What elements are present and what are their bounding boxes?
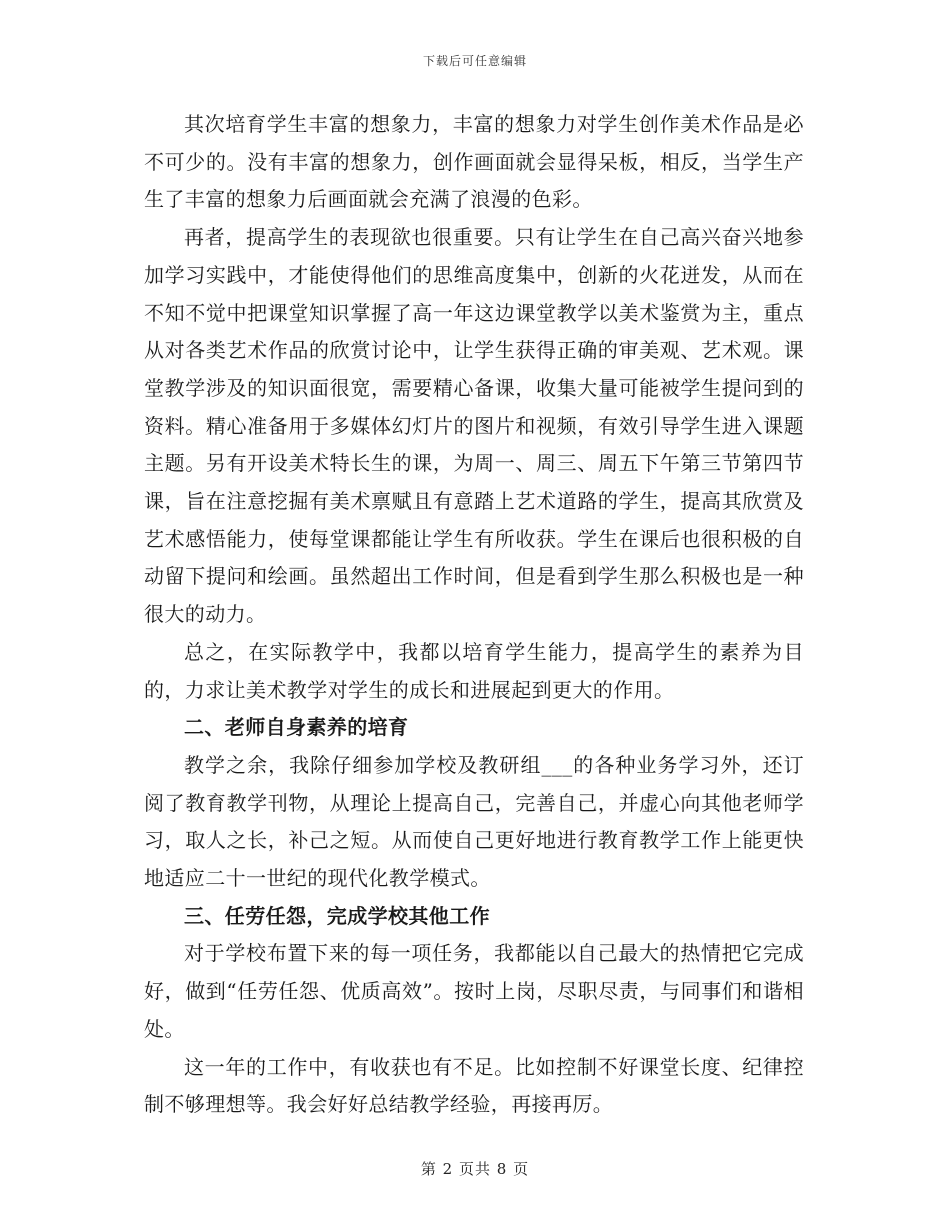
page-header: 下载后可任意编辑 bbox=[422, 54, 527, 68]
body-paragraph-summary: 总之，在实际教学中，我都以培育学生能力，提高学生的素养为目的，力求让美术教学对学生的成长和进展起到更大的作用。 bbox=[144, 639, 804, 702]
body-paragraph-reflection: 这一年的工作中，有收获也有不足。比如控制不好课堂长度、纪律控制不够理想等。我会好好总结教学经验，再接再厉。 bbox=[144, 1054, 804, 1117]
page-footer: 第 2 页共 8 页 bbox=[420, 1160, 530, 1178]
body-paragraph-teacher-development: 教学之余，我除仔细参加学校及教研组___的各种业务学习外，还订阅了教育教学刊物，从理论上提高自己，完善自己，并虚心向其他老师学习，取人之长，补己之短。从而使自己更好地进行教育教学工作上能更快地适应二十一世纪的现代化教学模式。 bbox=[144, 752, 804, 891]
body-paragraph-imagination: 其次培育学生丰富的想象力，丰富的想象力对学生创作美术作品是必不可少的。没有丰富的想象力，创作画面就会显得呆板，相反，当学生产生了丰富的想象力后画面就会充满了浪漫的色彩。 bbox=[144, 112, 804, 212]
body-paragraph-expression: 再者，提高学生的表现欲也很重要。只有让学生在自己高兴奋兴地参加学习实践中，才能使得他们的思维高度集中，创新的火花迸发，从而在不知不觉中把课堂知识掌握了高一年这边课堂教学以美术鉴赏为主，重点从对各类艺术作品的欣赏讨论中，让学生获得正确的审美观、艺术观。课堂教学涉及的知识面很宽，需要精心备课，收集大量可能被学生提问到的资料。精心准备用于多媒体幻灯片的图片和视频，有效引导学生进入课题主题。另有开设美术特长生的课，为周一、周三、周五下午第三节第四节课，旨在注意挖掘有美术禀赋且有意踏上艺术道路的学生，提高其欣赏及艺术感悟能力，使每堂课都能让学生有所收获。学生在课后也很积极的自动留下提问和绘画。虽然超出工作时间，但是看到学生那么积极也是一种很大的动力。 bbox=[144, 225, 804, 627]
section-heading-teacher-development: 二、老师自身素养的培育 bbox=[184, 715, 409, 740]
section-heading-other-work: 三、任劳任怨，完成学校其他工作 bbox=[184, 903, 490, 928]
body-paragraph-tasks: 对于学校布置下来的每一项任务，我都能以自己最大的热情把它完成好，做到“任劳任怨、优质高效”。按时上岗，尽职尽责，与同事们和谐相处。 bbox=[144, 941, 804, 1041]
document-body bbox=[144, 106, 804, 1124]
